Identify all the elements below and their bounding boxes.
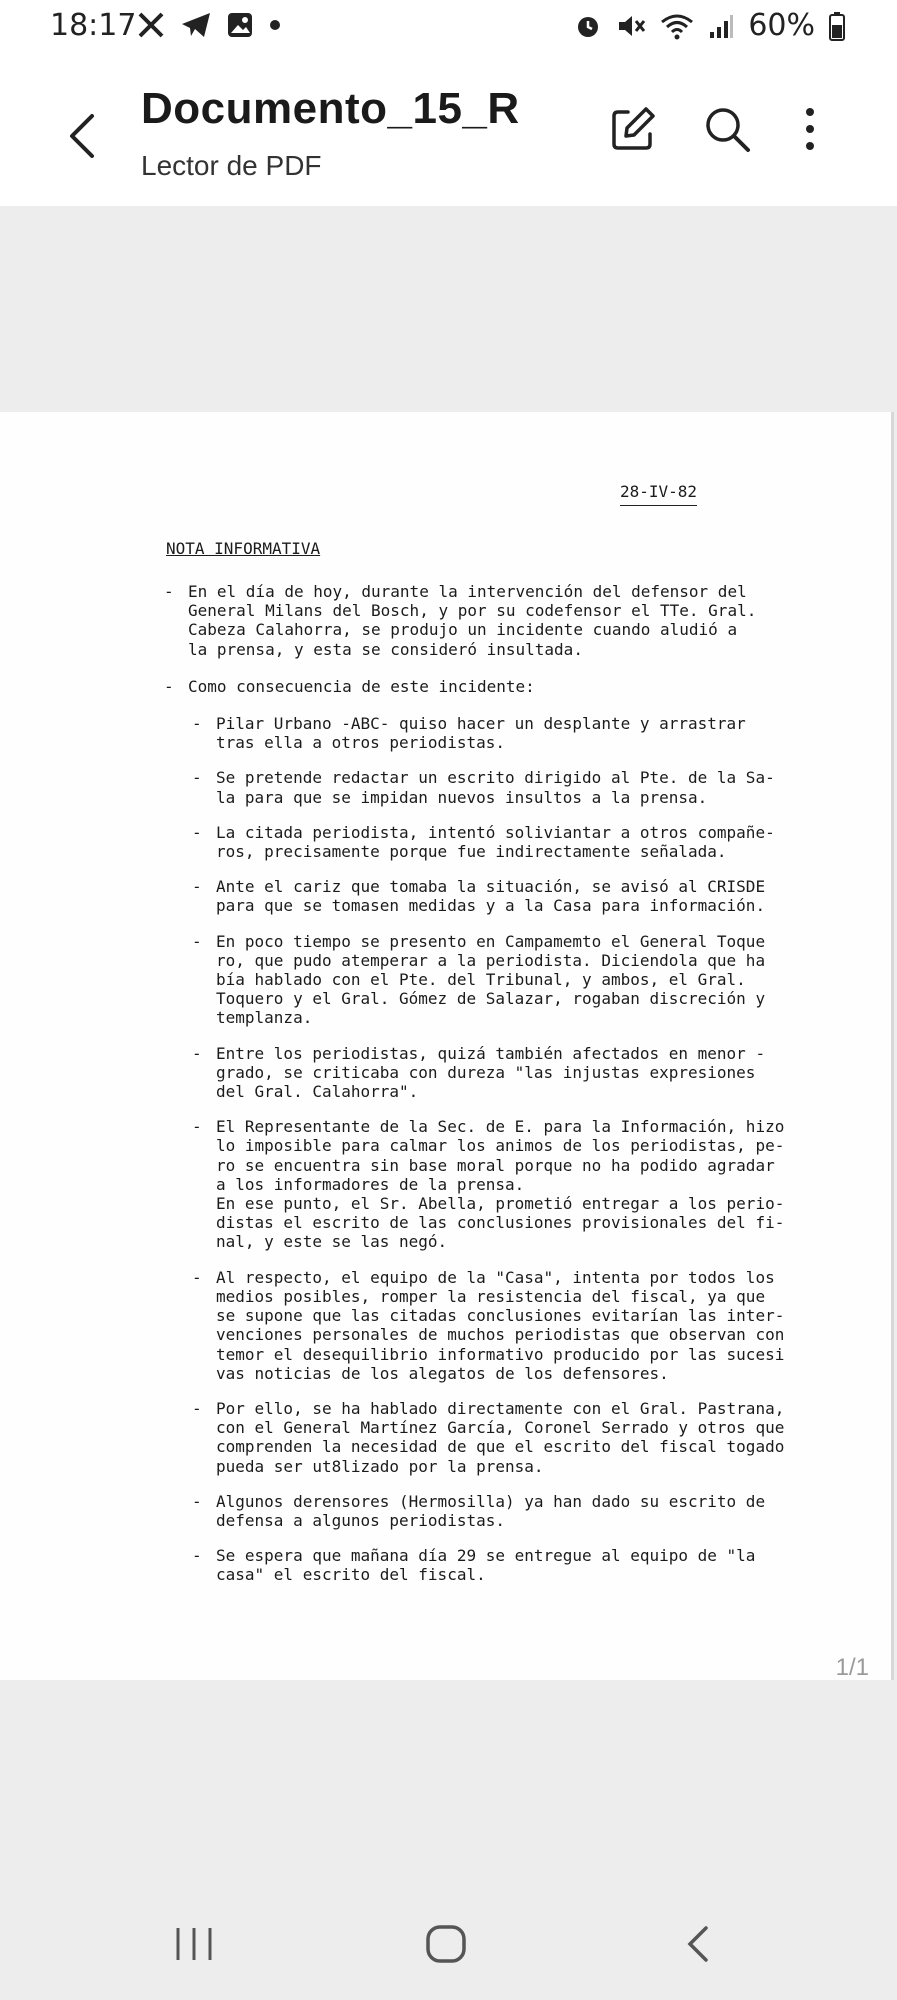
notification-icons — [136, 10, 282, 40]
bullet-dash: - — [192, 822, 202, 842]
signal-icon — [708, 12, 734, 40]
document-item — [192, 823, 864, 861]
gallery-icon — [226, 11, 254, 39]
pdf-page[interactable] — [0, 412, 894, 1680]
status-bar — [0, 0, 897, 58]
dot-icon — [268, 18, 282, 32]
bullet-dash: - — [192, 1043, 202, 1063]
back-arrow-icon[interactable] — [58, 106, 108, 166]
home-icon[interactable] — [422, 1924, 470, 1964]
wifi-icon — [660, 12, 694, 40]
bullet-dash: - — [192, 1546, 202, 1566]
document-item-text: Se pretende redactar un escrito dirigido al Pte. de la Sa- la para que se impidan nuevos insultos a la prensa. — [216, 768, 775, 807]
document-item-text: Se espera que mañana día 29 se entregue al equipo de "la casa" el escrito del fiscal. — [216, 1546, 756, 1585]
document-item — [192, 1546, 864, 1584]
document-body — [164, 582, 864, 1601]
document-title: Documento_15_R — [141, 84, 520, 133]
document-item — [192, 1399, 864, 1476]
back-icon[interactable] — [680, 1924, 716, 1964]
document-item — [192, 1492, 864, 1530]
document-item — [192, 932, 864, 1028]
recent-apps-icon[interactable] — [172, 1924, 216, 1964]
document-item — [192, 768, 864, 806]
bullet-dash: - — [192, 1398, 202, 1418]
document-item-text: Algunos derensores (Hermosilla) ya han dado su escrito de defensa a algunos periodistas. — [216, 1491, 766, 1530]
navigation-bar — [0, 1880, 897, 2000]
bullet-dash: - — [164, 582, 174, 601]
edit-icon[interactable] — [606, 102, 660, 156]
document-item — [192, 1117, 864, 1251]
mute-icon — [616, 12, 646, 40]
status-time: 18:17 — [50, 8, 137, 43]
alarm-icon — [574, 12, 602, 40]
page-indicator: 1/1 — [835, 1654, 869, 1681]
search-icon[interactable] — [700, 102, 754, 156]
bullet-dash: - — [192, 1267, 202, 1287]
document-item-text: Entre los periodistas, quizá también afectados en menor - grado, se criticaba con dureza "las injustas expresiones del Gral. Calahorra". — [216, 1043, 766, 1102]
document-item-text: Por ello, se ha hablado directamente con el Gral. Pastrana, con el General Martínez García, Coronel Serrado y otros que comprenden la necesidad de que el escrito del fiscal togado pueda ser ut8lizado por la prensa. — [216, 1398, 785, 1476]
system-icons — [574, 8, 845, 43]
battery-icon — [829, 11, 845, 41]
app-bar — [0, 58, 897, 206]
x-icon — [136, 10, 166, 40]
document-item-text: La citada periodista, intentó soliviantar a otros compañe- ros, precisamente porque fue indirectamente señalada. — [216, 822, 775, 862]
document-heading: NOTA INFORMATIVA — [166, 539, 321, 558]
bullet-dash: - — [192, 931, 202, 951]
bullet-dash: - — [192, 1117, 202, 1137]
document-item — [192, 714, 864, 752]
document-item-text: En el día de hoy, durante la intervención del defensor del General Milans del Bosch, y por su codefensor el TTe. Gral. Cabeza Calahorra, se produjo un incidente cuando aludió a la prensa, y esta se consideró insultada. — [188, 582, 757, 659]
document-item-text: En poco tiempo se presento en Campamemto el General Toque ro, que pudo atemperar a la periodista. Diciendola que ha bía hablado con el Pte. del Tribunal, y ambos, el Gral. Toquero y el Gral. Gómez de Salazar, rogaban discreción y templanza. — [216, 931, 766, 1028]
document-item-text: Ante el cariz que tomaba la situación, se avisó al CRISDE para que se tomasen medidas y a la Casa para información. — [216, 877, 766, 916]
document-date: 28-IV-82 — [620, 482, 697, 506]
document-item-text: Como consecuencia de este incidente: — [188, 676, 535, 696]
telegram-icon — [180, 10, 212, 40]
bullet-dash: - — [192, 714, 202, 734]
bullet-dash: - — [192, 768, 202, 788]
bullet-dash: - — [192, 877, 202, 897]
battery-percent: 60% — [748, 8, 815, 43]
bullet-dash: - — [164, 676, 174, 696]
document-item-text: Pilar Urbano -ABC- quiso hacer un desplante y arrastrar tras ella a otros periodistas. — [216, 714, 746, 753]
document-item — [164, 582, 864, 659]
more-options-icon[interactable] — [795, 102, 825, 156]
document-item — [192, 1044, 864, 1102]
document-item — [192, 1268, 864, 1383]
document-item — [164, 677, 864, 696]
app-subtitle: Lector de PDF — [141, 150, 322, 181]
document-item-text: Al respecto, el equipo de la "Casa", intenta por todos los medios posibles, romper la resistencia del fiscal, ya que se supone que las citadas conclusiones evitarían las inter- venciones personales de muchos periodistas que observan con temor el desequilibrio informativo producido por las sucesi vas noticias de los alegatos de los defensores. — [216, 1267, 785, 1383]
document-item — [192, 877, 864, 915]
bullet-dash: - — [192, 1491, 202, 1511]
document-item-text: El Representante de la Sec. de E. para la Información, hizo lo imposible para calmar los animos de los periodistas, pe- ro se encuentra sin base moral porque no ha podido agradar a los informadores de la prensa. En ese punto, el Sr. Abella, prometió entregar a los perio- distas el escrito de las conclusiones provisionales del fi- nal, y este se las negó. — [216, 1117, 785, 1252]
